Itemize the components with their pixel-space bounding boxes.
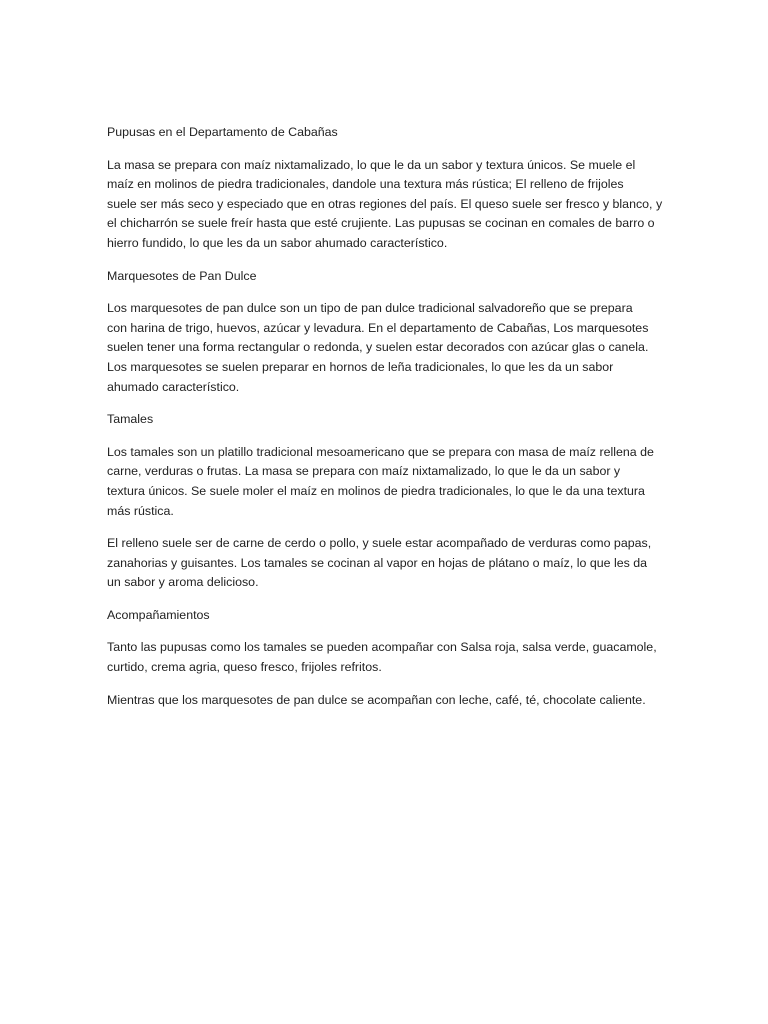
paragraph-line: un sabor y aroma delicioso. xyxy=(107,575,259,590)
heading-acompanamientos xyxy=(107,606,667,626)
paragraph-tamales-1 xyxy=(107,443,667,521)
paragraph-line: suele ser más seco y especiado que en otras regiones del país. El queso suele ser fresco y blanco, y xyxy=(107,196,663,211)
paragraph-marquesotes xyxy=(107,299,667,397)
paragraph-line: carne, verduras o frutas. La masa se prepara con maíz nixtamalizado, lo que le da un sabor y xyxy=(107,464,621,479)
paragraph-line: más rústica. xyxy=(107,503,174,518)
heading-tamales xyxy=(107,410,667,430)
paragraph-line: Los tamales son un platillo tradicional mesoamericano que se prepara con masa de maíz rellena de xyxy=(107,444,654,459)
paragraph-line: el chicharrón se suele freír hasta que esté crujiente. Las pupusas se cocinan en comales de barro o xyxy=(107,216,655,231)
paragraph-line: maíz en molinos de piedra tradicionales, dandole una textura más rústica; El relleno de frijoles xyxy=(107,177,624,192)
heading-marquesotes xyxy=(107,267,667,287)
heading-text: Pupusas en el Departamento de Cabañas xyxy=(107,125,338,139)
heading-text: Tamales xyxy=(107,412,154,427)
paragraph-line: ahumado característico. xyxy=(107,379,240,394)
paragraph-line: El relleno suele ser de carne de cerdo o pollo, y suele estar acompañado de verduras como papas, xyxy=(107,536,652,551)
heading-pupusas xyxy=(107,123,667,143)
paragraph-line: con harina de trigo, huevos, azúcar y levadura. En el departamento de Cabañas, Los marquesotes xyxy=(107,320,649,335)
paragraph-line: curtido, crema agria, queso fresco, frijoles refritos. xyxy=(107,660,382,675)
heading-text: Acompañamientos xyxy=(107,607,210,622)
paragraph-line: Tanto las pupusas como los tamales se pueden acompañar con Salsa roja, salsa verde, guacamole, xyxy=(107,640,657,655)
paragraph-acompanamientos-2 xyxy=(107,691,667,711)
paragraph-line: Mientras que los marquesotes de pan dulce se acompañan con leche, café, té, chocolate caliente. xyxy=(107,692,646,707)
paragraph-line: textura únicos. Se suele moler el maíz en molinos de piedra tradicionales, lo que le da una textura xyxy=(107,483,645,498)
heading-text: Marquesotes de Pan Dulce xyxy=(107,268,257,283)
paragraph-tamales-2 xyxy=(107,534,667,593)
paragraph-pupusas xyxy=(107,156,667,254)
paragraph-line: zanahorias y guisantes. Los tamales se cocinan al vapor en hojas de plátano o maíz, lo que les da xyxy=(107,555,648,570)
paragraph-line: hierro fundido, lo que les da un sabor ahumado característico. xyxy=(107,235,448,250)
paragraph-line: Los marquesotes se suelen preparar en hornos de leña tradicionales, lo que les da un sabor xyxy=(107,359,614,374)
paragraph-line: suelen tener una forma rectangular o redonda, y suelen estar decorados con azúcar glas o canela. xyxy=(107,340,649,355)
document-body xyxy=(107,123,667,723)
paragraph-line: La masa se prepara con maíz nixtamalizado, lo que le da un sabor y textura únicos. Se muele el xyxy=(107,157,636,172)
paragraph-line: Los marquesotes de pan dulce son un tipo de pan dulce tradicional salvadoreño que se prepara xyxy=(107,301,633,316)
paragraph-acompanamientos-1 xyxy=(107,638,667,677)
